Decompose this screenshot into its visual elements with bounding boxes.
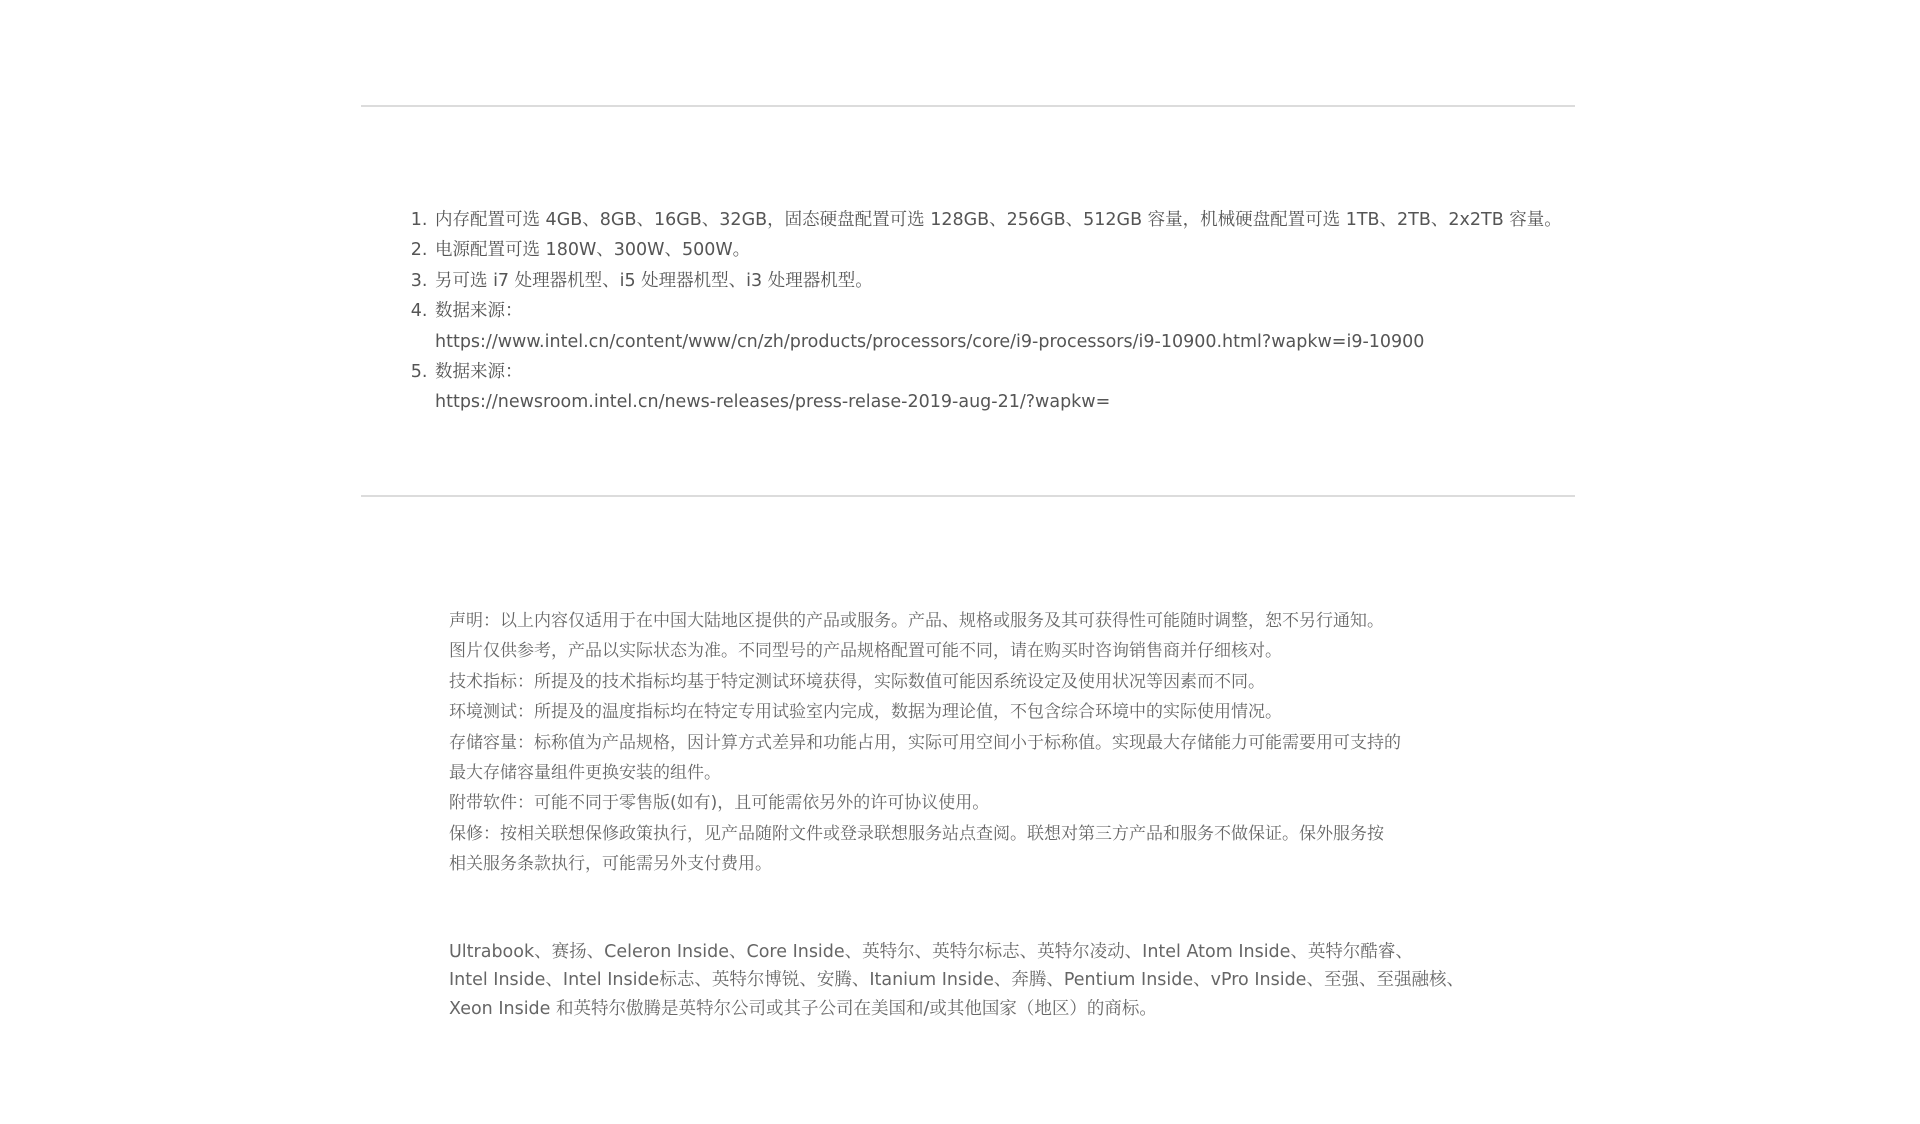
divider-top <box>361 105 1575 107</box>
disclaimer-block <box>449 606 1509 880</box>
footnote-text: 电源配置可选 180W、300W、500W。 <box>435 240 751 261</box>
source-url: https://newsroom.intel.cn/news-releases/press-relase-2019-aug-21/?wapkw= <box>435 392 1111 413</box>
footnote-item <box>433 296 1613 357</box>
footnote-text: 另可选 i7 处理器机型、i5 处理器机型、i3 处理器机型。 <box>435 270 873 291</box>
footnote-text: 数据来源： <box>435 301 523 322</box>
trademark-notice <box>449 938 1509 1023</box>
trademark-line: Intel Inside、Intel Inside标志、英特尔博锐、安腾、Itanium Inside、奔腾、Pentium Inside、vPro Inside、至强、至强融核、 <box>449 970 1464 991</box>
disclaimer-warranty-cont: 相关服务条款执行，可能需另外支付费用。 <box>449 854 772 875</box>
trademark-line: Xeon Inside 和英特尔傲腾是英特尔公司或其子公司在美国和/或其他国家（地区）的商标。 <box>449 998 1157 1019</box>
footnote-item <box>433 205 1613 235</box>
footnote-item <box>433 357 1613 418</box>
footnote-text: 数据来源： <box>435 362 523 383</box>
disclaimer-storage-capacity-cont: 最大存储容量组件更换安装的组件。 <box>449 763 721 784</box>
footnotes-list <box>409 205 1613 418</box>
disclaimer-environment-test: 环境测试：所提及的温度指标均在特定专用试验室内完成，数据为理论值，不包含综合环境中的实际使用情况。 <box>449 702 1282 723</box>
disclaimer-image-note: 图片仅供参考，产品以实际状态为准。不同型号的产品规格配置可能不同，请在购买时咨询销售商并仔细核对。 <box>449 641 1282 662</box>
disclaimer-statement: 声明：以上内容仅适用于在中国大陆地区提供的产品或服务。产品、规格或服务及其可获得性可能随时调整，恕不另行通知。 <box>449 611 1384 631</box>
footnote-item <box>433 235 1613 265</box>
disclaimer-storage-capacity: 存储容量：标称值为产品规格，因计算方式差异和功能占用，实际可用空间小于标称值。实现最大存储能力可能需要用可支持的 <box>449 732 1401 753</box>
source-url: https://www.intel.cn/content/www/cn/zh/products/processors/core/i9-processors/i9-10900.html?wapkw=i9-10900 <box>435 331 1425 352</box>
trademark-line: Ultrabook、赛扬、Celeron Inside、Core Inside、英特尔、英特尔标志、英特尔凌动、Intel Atom Inside、英特尔酷睿、 <box>449 942 1413 962</box>
disclaimer-tech-specs: 技术指标：所提及的技术指标均基于特定测试环境获得，实际数值可能因系统设定及使用状况等因素而不同。 <box>449 671 1265 692</box>
divider-middle <box>361 495 1575 497</box>
footnote-item <box>433 266 1613 296</box>
disclaimer-bundled-software: 附带软件：可能不同于零售版(如有)，且可能需依另外的许可协议使用。 <box>449 793 990 814</box>
disclaimer-warranty: 保修：按相关联想保修政策执行，见产品随附文件或登录联想服务站点查阅。联想对第三方产品和服务不做保证。保外服务按 <box>449 823 1384 844</box>
footnote-text: 内存配置可选 4GB、8GB、16GB、32GB，固态硬盘配置可选 128GB、256GB、512GB 容量，机械硬盘配置可选 1TB、2TB、2x2TB 容量。 <box>435 210 1562 230</box>
